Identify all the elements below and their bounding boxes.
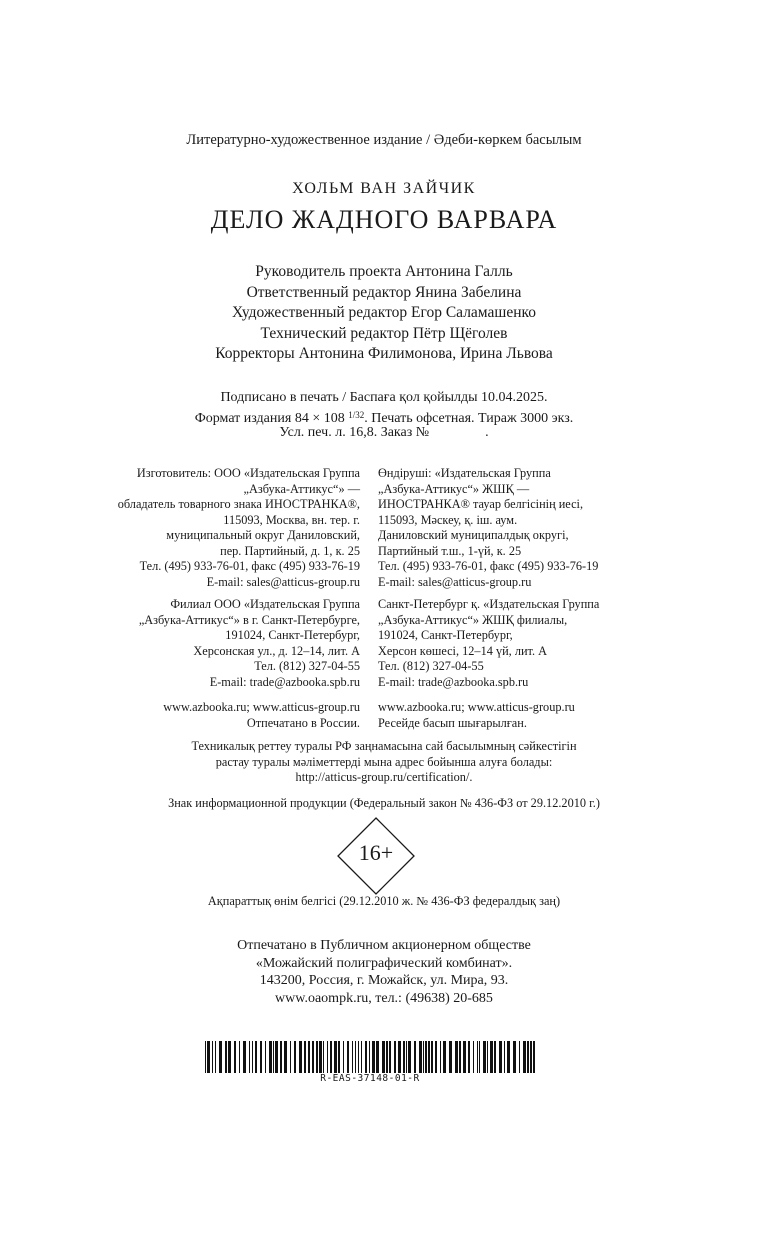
age-rating-badge (336, 817, 416, 895)
printer-line: «Можайский полиграфический комбинат». (255, 955, 513, 971)
column-kazakh (378, 466, 708, 731)
barcode-number: R-EAS-37148-01-R (320, 1073, 420, 1084)
branch-ru-line: E-mail: trade@azbooka.spb.ru (209, 674, 360, 689)
print-signed-line: Подписано в печать / Баспаға қол қойылды 10.04.2025. (220, 390, 548, 405)
manufacturer-ru-line: 115093, Москва, вн. тер. г. (223, 512, 360, 527)
manufacturer-kz-line: ИНОСТРАНКА® тауар белгісінің иесі, (378, 497, 584, 511)
manufacturer-ru-line: пер. Партийный, д. 1, к. 25 (220, 543, 360, 558)
web-kz-line: www.azbooka.ru; www.atticus-group.ru (378, 700, 575, 714)
print-order-line: Усл. печ. л. 16,8. Заказ № . (279, 425, 489, 440)
web-ru-line: www.azbooka.ru; www.atticus-group.ru (163, 700, 360, 714)
printer-info (0, 937, 768, 1007)
staff-line: Технический редактор Пётр Щёголев (260, 324, 508, 342)
printed-in-russia-kz: Ресейде басып шығарылған. (378, 715, 527, 730)
manufacturer-kz-line: Тел. (495) 933-76-01, факс (495) 933-76-19 (378, 559, 599, 573)
age-rating-text: 16+ (358, 840, 394, 865)
printer-line: Отпечатано в Публичном акционерном обществе (237, 938, 531, 953)
manufacturer-kz-line: Даниловский муниципалдық округі, (378, 528, 569, 542)
branch-kz-line: 191024, Санкт-Петербург, (378, 628, 513, 642)
print-format-line (0, 407, 768, 425)
author-name: ХОЛЬМ ВАН ЗАЙЧИК (292, 180, 476, 197)
branch-kz-line: Санкт-Петербург қ. «Издательская Группа (378, 597, 600, 611)
staff-line: Корректоры Антонина Филимонова, Ирина Львова (215, 345, 553, 362)
certification-link: http://atticus-group.ru/certification/. (295, 770, 473, 784)
manufacturer-kz-line: E-mail: sales@atticus-group.ru (378, 574, 532, 589)
printer-line: 143200, Россия, г. Можайск, ул. Мира, 93. (259, 973, 509, 988)
branch-kz-line: E-mail: trade@azbooka.spb.ru (378, 674, 529, 689)
manufacturer-kz-line: Партийный т.ш., 1-үй, к. 25 (378, 543, 522, 558)
manufacturer-ru-line: Изготовитель: ООО «Издательская Группа (136, 466, 360, 480)
printed-in-russia: Отпечатано в России. (246, 715, 360, 730)
book-title: ДЕЛО ЖАДНОГО ВАРВАРА (210, 205, 558, 234)
branch-ru-line: Херсонская ул., д. 12–14, лит. А (193, 643, 360, 658)
branch-ru-line: 191024, Санкт-Петербург, (225, 628, 360, 642)
branch-ru-line: „Азбука-Аттикус“» в г. Санкт-Петербурге, (138, 612, 360, 627)
branch-kz-line: Херсон көшесі, 12–14 үй, лит. А (378, 643, 548, 658)
format-rest: . Печать офсетная. Тираж 3000 экз. (364, 410, 574, 426)
format-fraction: 1/32 (348, 409, 365, 420)
manufacturer-kz-line: 115093, Мәскеу, қ. іш. аум. (378, 512, 518, 527)
info-sign-kz: Ақпараттық өнім белгісі (29.12.2010 ж. № 436-ФЗ федералдық заң) (207, 894, 561, 908)
manufacturer-ru-line: Тел. (495) 933-76-01, факс (495) 933-76-19 (139, 559, 360, 573)
tech-regulation (0, 739, 768, 786)
genre-line: Литературно-художественное издание / Әдеби-көркем басылым (186, 132, 582, 148)
tech-regulation-line: Техникалық реттеу туралы РФ заңнамасына сай басылымның сәйкестігін (191, 739, 577, 753)
staff-line: Художественный редактор Егор Саламашенко (232, 304, 536, 321)
manufacturer-ru-line: обладатель товарного знака ИНОСТРАНКА®, (117, 497, 360, 511)
manufacturer-kz-line: „Азбука-Аттикус“» ЖШҚ — (378, 481, 530, 496)
info-sign-caption: Знак информационной продукции (Федеральный закон № 436-ФЗ от 29.12.2010 г.) (168, 796, 600, 810)
branch-kz-line: Тел. (812) 327-04-55 (378, 659, 484, 673)
branch-kz-line: „Азбука-Аттикус“» ЖШҚ филиалы, (378, 612, 568, 627)
staff-credits (0, 262, 768, 365)
manufacturer-ru-line: муниципальный округ Даниловский, (166, 528, 360, 542)
tech-regulation-line: растау туралы мәліметтерді мына адрес бойынша алуға болады: (215, 754, 553, 769)
manufacturer-ru-line: E-mail: sales@atticus-group.ru (206, 574, 360, 589)
branch-ru-line: Филиал ООО «Издательская Группа (170, 597, 360, 611)
manufacturer-kz-line: Өндіруші: «Издательская Группа (378, 466, 551, 480)
format-text: Формат издания 84 × 108 (194, 410, 349, 426)
staff-line: Руководитель проекта Антонина Галль (255, 263, 513, 280)
branch-ru-line: Тел. (812) 327-04-55 (254, 659, 360, 673)
print-info (0, 389, 768, 442)
printer-line: www.oaompk.ru, тел.: (49638) 20-685 (275, 990, 493, 1006)
manufacturer-ru-line: „Азбука-Аттикус“» — (243, 481, 360, 496)
staff-line: Ответственный редактор Янина Забелина (246, 283, 522, 301)
barcode-image (205, 1041, 535, 1073)
column-russian (60, 466, 360, 731)
